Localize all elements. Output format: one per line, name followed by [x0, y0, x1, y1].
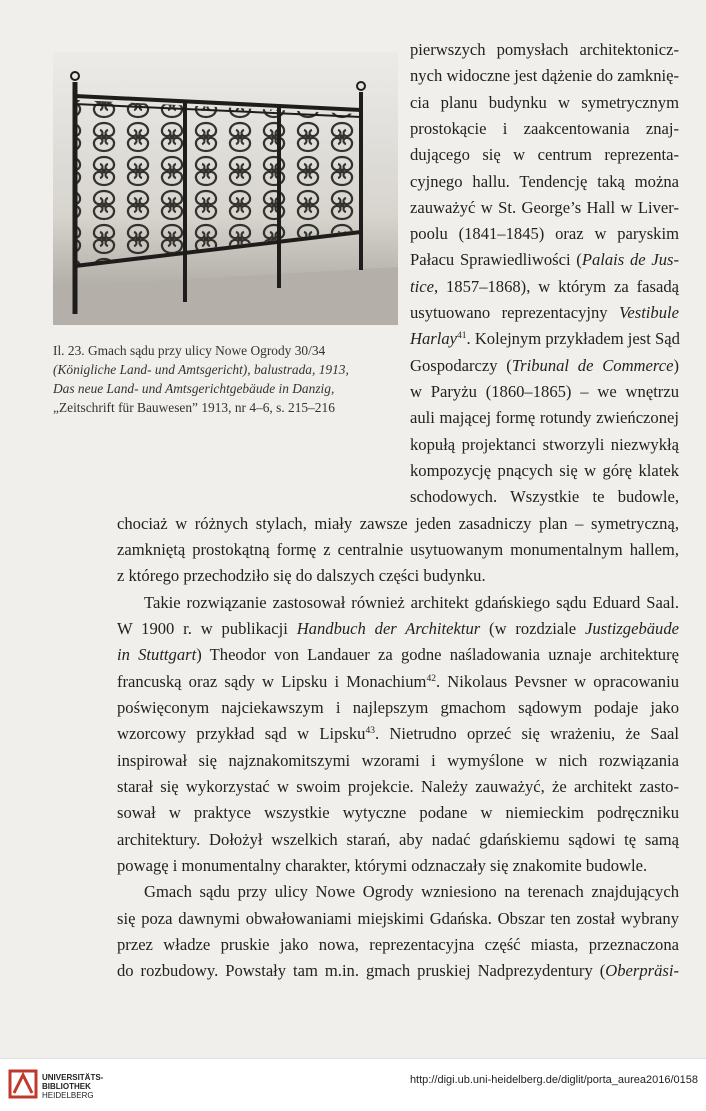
- text-line: auli mającej formę rotundy zwieńczonej: [410, 408, 679, 427]
- text-line: do rozbudowy. Powstały tam m.in. gmach pruskiej Nadprezydentury (Oberpräsi-: [117, 961, 679, 980]
- balustrade-illustration: [53, 52, 398, 325]
- text-line: cia planu budynku w symetrycznym: [410, 93, 679, 112]
- text-line: nych widoczne jest dążenie do zamknię-: [410, 66, 679, 85]
- text-line: Gmach sądu przy ulicy Nowe Ogrody wzniesiono na terenach znajdujących: [144, 882, 679, 901]
- library-name-line: HEIDELBERG: [42, 1091, 94, 1100]
- text-line: wzorcowy przykład sąd w Lipsku$^{43}$. Nietrudno oprzeć się wrażeniu, że Saal: [117, 724, 679, 743]
- text-line: się poza dawnymi obwałowaniami miejskimi Gdańska. Obszar ten został wybrany: [117, 909, 679, 928]
- text-line: przez władze pruskie jako nowa, reprezentacyjna część miasta, przeznaczona: [117, 935, 679, 954]
- figure-caption: [53, 341, 398, 417]
- text-line: cyjnego hallu. Tendencję taką można: [410, 172, 679, 191]
- source-url[interactable]: http://digi.ub.uni-heidelberg.de/diglit/porta_aurea2016/0158: [409, 1074, 698, 1086]
- text-line: kopułą projektanci stworzyli niezwykłą: [410, 435, 679, 454]
- text-line: sował w praktyce wszystkie wytyczne podane w niemieckim podręczniku: [117, 803, 679, 822]
- text-line: zauważyć w St. George’s Hall w Liver-: [410, 198, 679, 217]
- text-line: inspirował się najznakomitszymi wzorami i wymyślone w nich rozwiązania: [117, 751, 679, 770]
- text-line: poświęconym najciekawszym i najlepszym gmachom sądowym podaje jako: [117, 698, 679, 717]
- library-name: [42, 1073, 103, 1100]
- text-line: chociaż w różnych stylach, miały zawsze jeden zasadniczy plan – symetryczną,: [117, 514, 679, 533]
- library-name-line: UNIVERSITÄTS-: [42, 1073, 104, 1082]
- text-line: in Stuttgart) Theodor von Landauer za godne naśladowania uznaje architekturę: [117, 645, 679, 664]
- caption-line: Das neue Land- und Amtsgerichtgebäude in Danzig,: [53, 381, 335, 396]
- balustrade-photo: [53, 52, 398, 325]
- footer-bar: [0, 1058, 706, 1111]
- library-logo-icon: [8, 1067, 38, 1101]
- text-line: schodowych. Wszystkie te budowle,: [410, 487, 679, 506]
- caption-line: (Königliche Land- und Amtsgericht), balustrada, 1913,: [53, 362, 349, 377]
- footnote-ref[interactable]: 42: [426, 674, 436, 684]
- text-line: dującego się w centrum reprezenta-: [410, 145, 679, 164]
- library-name-line: BIBLIOTHEK: [42, 1082, 91, 1091]
- text-line: W 1900 r. w publikacji Handbuch der Architektur (w rozdziale Justizgebäude: [117, 619, 679, 638]
- text-line: usytuowano reprezentacyjny Vestibule: [410, 303, 679, 322]
- text-line: architektury. Dołożył wszelkich starań, aby nadać gdańskiemu sądowi tę samą: [117, 830, 679, 849]
- text-line: powagę i monumentalny charakter, którymi odznaczały się znakomite budowle.: [117, 856, 648, 875]
- text-line: starał się wykorzystać w swoim projekcie. Należy zauważyć, że architekt zasto-: [117, 777, 679, 796]
- text-line: Harlay$^{41}$. Kolejnym przykładem jest Sąd: [410, 329, 680, 348]
- text-line: w Paryżu (1860–1865) – we wnętrzu: [410, 382, 679, 401]
- footnote-ref[interactable]: 41: [457, 331, 467, 341]
- text-line: Pałacu Sprawiedliwości (Palais de Jus-: [410, 250, 679, 269]
- text-line: z którego przechodziło się do dalszych części budynku.: [117, 566, 486, 585]
- text-line: pierwszych pomysłach architektonicz-: [410, 40, 679, 59]
- text-line: zamkniętą prostokątną formę z centralnie usytuowanym monumentalnym hallem,: [117, 540, 679, 559]
- caption-line: Il. 23. Gmach sądu przy ulicy Nowe Ogrody 30/34: [53, 343, 326, 358]
- text-line: Takie rozwiązanie zastosował również architekt gdańskiego sądu Eduard Saal.: [144, 593, 679, 612]
- text-line: francuską oraz sądy w Lipsku i Monachium$^{42}$. Nikolaus Pevsner w opracowaniu: [117, 672, 679, 691]
- footnote-ref[interactable]: 43: [365, 726, 375, 736]
- text-line: prostokącie i zaakcentowania znaj-: [410, 119, 679, 138]
- text-line: kompozycję pnących się w górę klatek: [410, 461, 679, 480]
- text-line: Gospodarczy (Tribunal de Commerce): [410, 356, 679, 375]
- text-line: poolu (1841–1845) oraz w paryskim: [410, 224, 679, 243]
- caption-line: „Zeitschrift für Bauwesen” 1913, nr 4–6, s. 215–216: [53, 400, 335, 415]
- text-line: tice, 1857–1868), w którym za fasadą: [410, 277, 679, 296]
